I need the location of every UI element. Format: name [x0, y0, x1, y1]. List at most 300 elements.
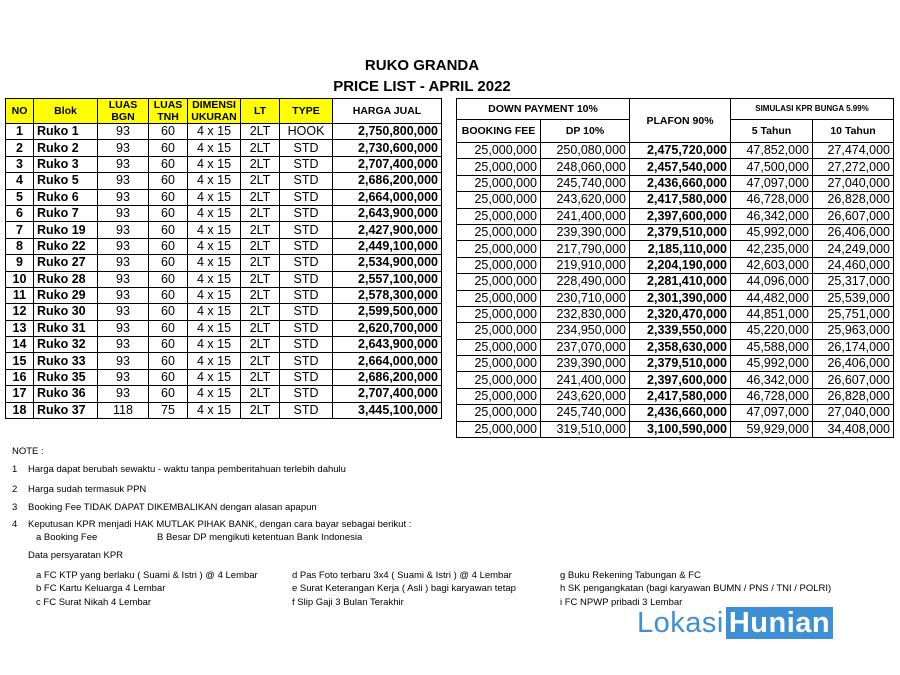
cell-t5: 47,097,000	[731, 405, 813, 421]
cell-dp: 232,830,000	[541, 306, 630, 322]
watermark-part2: Hunian	[726, 607, 833, 639]
note-number: 2	[12, 484, 18, 495]
note-item: Keputusan KPR menjadi HAK MUTLAK PIHAK BANK, dengan cara bayar sebagai berikut :	[28, 519, 412, 530]
cell-lt: 2LT	[241, 255, 280, 271]
cell-harga: 2,534,900,000	[333, 255, 442, 271]
note-number: 1	[12, 464, 18, 475]
cell-blok: Ruko 6	[34, 189, 98, 205]
cell-dp: 248,060,000	[541, 159, 630, 175]
cell-bf: 25,000,000	[457, 159, 541, 175]
cell-no: 15	[6, 353, 34, 369]
cell-no: 2	[6, 140, 34, 156]
cell-t10: 26,174,000	[813, 339, 894, 355]
table-row	[457, 208, 894, 224]
cell-tnh: 60	[149, 205, 188, 221]
cell-blok: Ruko 7	[34, 205, 98, 221]
cell-blok: Ruko 35	[34, 369, 98, 385]
cell-bgn: 118	[98, 402, 149, 418]
cell-t10: 34,408,000	[813, 421, 894, 437]
cell-bf: 25,000,000	[457, 372, 541, 388]
cell-bf: 25,000,000	[457, 405, 541, 421]
table-row	[457, 372, 894, 388]
cell-no: 16	[6, 369, 34, 385]
cell-harga: 2,427,900,000	[333, 222, 442, 238]
cell-t10: 26,828,000	[813, 388, 894, 404]
cell-harga: 2,730,600,000	[333, 140, 442, 156]
table-row	[457, 143, 894, 159]
table-row	[457, 388, 894, 404]
requirement-item: h SK pengangkatan (bagi karyawan BUMN / PNS / TNI / POLRI)	[560, 583, 832, 594]
cell-bgn: 93	[98, 369, 149, 385]
cell-plafon: 2,358,630,000	[630, 339, 731, 355]
cell-t5: 44,482,000	[731, 290, 813, 306]
cell-bgn: 93	[98, 173, 149, 189]
cell-harga: 2,643,900,000	[333, 337, 442, 353]
cell-t10: 27,272,000	[813, 159, 894, 175]
note-item: Harga dapat berubah sewaktu - waktu tanpa pemberitahuan terlebih dahulu	[28, 464, 346, 475]
watermark-part1: Lokasi	[637, 607, 724, 639]
cell-dim: 4 x 15	[188, 156, 241, 172]
cell-plafon: 2,301,390,000	[630, 290, 731, 306]
cell-tnh: 60	[149, 353, 188, 369]
cell-type: STD	[280, 337, 333, 353]
col-blok-header: Blok	[34, 99, 98, 124]
cell-dim: 4 x 15	[188, 369, 241, 385]
cell-bgn: 93	[98, 304, 149, 320]
table-row	[6, 304, 442, 320]
cell-blok: Ruko 33	[34, 353, 98, 369]
cell-type: STD	[280, 386, 333, 402]
cell-t10: 27,040,000	[813, 405, 894, 421]
cell-tnh: 60	[149, 369, 188, 385]
cell-no: 17	[6, 386, 34, 402]
table-row	[6, 173, 442, 189]
cell-type: STD	[280, 271, 333, 287]
cell-bf: 25,000,000	[457, 224, 541, 240]
cell-bgn: 93	[98, 255, 149, 271]
note-item: Harga sudah termasuk PPN	[28, 484, 147, 495]
cell-type: STD	[280, 238, 333, 254]
cell-bgn: 93	[98, 386, 149, 402]
cell-t5: 47,852,000	[731, 143, 813, 159]
dp-header: DP 10%	[541, 120, 630, 143]
cell-bgn: 93	[98, 140, 149, 156]
cell-harga: 2,449,100,000	[333, 238, 442, 254]
cell-plafon: 2,457,540,000	[630, 159, 731, 175]
cell-blok: Ruko 29	[34, 287, 98, 303]
cell-blok: Ruko 5	[34, 173, 98, 189]
cell-plafon: 2,204,190,000	[630, 257, 731, 273]
cell-dp: 217,790,000	[541, 241, 630, 257]
table-row	[457, 356, 894, 372]
table-row	[457, 405, 894, 421]
cell-no: 6	[6, 205, 34, 221]
cell-dp: 239,390,000	[541, 224, 630, 240]
cell-bf: 25,000,000	[457, 339, 541, 355]
cell-t5: 45,992,000	[731, 356, 813, 372]
cell-dp: 241,400,000	[541, 208, 630, 224]
cell-t10: 24,249,000	[813, 241, 894, 257]
cell-no: 12	[6, 304, 34, 320]
cell-blok: Ruko 30	[34, 304, 98, 320]
cell-t10: 25,963,000	[813, 323, 894, 339]
col-luas-tnh-header: LUAS TNH	[149, 99, 188, 124]
note-number: 3	[12, 502, 18, 513]
cell-dp: 234,950,000	[541, 323, 630, 339]
note-item: Booking Fee TIDAK DAPAT DIKEMBALIKAN dengan alasan apapun	[28, 502, 317, 513]
col-dimensi-header: DIMENSI UKURAN	[188, 99, 241, 124]
col-luas-bgn-header: LUAS BGN	[98, 99, 149, 124]
cell-type: STD	[280, 304, 333, 320]
cell-t5: 59,929,000	[731, 421, 813, 437]
cell-dim: 4 x 15	[188, 271, 241, 287]
cell-lt: 2LT	[241, 402, 280, 418]
cell-bf: 25,000,000	[457, 175, 541, 191]
cell-t5: 44,851,000	[731, 306, 813, 322]
document-subtitle: PRICE LIST - APRIL 2022	[333, 78, 511, 95]
cell-type: STD	[280, 140, 333, 156]
cell-dim: 4 x 15	[188, 238, 241, 254]
cell-type: STD	[280, 222, 333, 238]
cell-dim: 4 x 15	[188, 189, 241, 205]
cell-tnh: 60	[149, 320, 188, 336]
cell-no: 4	[6, 173, 34, 189]
requirement-item: a FC KTP yang berlaku ( Suami & Istri ) @ 4 Lembar	[36, 570, 258, 581]
payment-b: B Besar DP mengikuti ketentuan Bank Indonesia	[157, 532, 363, 543]
cell-tnh: 60	[149, 189, 188, 205]
price-table	[5, 98, 442, 419]
cell-dim: 4 x 15	[188, 205, 241, 221]
cell-dim: 4 x 15	[188, 402, 241, 418]
cell-harga: 2,578,300,000	[333, 287, 442, 303]
cell-bf: 25,000,000	[457, 241, 541, 257]
cell-tnh: 60	[149, 271, 188, 287]
cell-type: STD	[280, 320, 333, 336]
table-row	[6, 402, 442, 418]
cell-plafon: 2,397,600,000	[630, 372, 731, 388]
cell-dim: 4 x 15	[188, 222, 241, 238]
cell-t5: 46,728,000	[731, 192, 813, 208]
document-title: RUKO GRANDA	[364, 57, 480, 74]
cell-dim: 4 x 15	[188, 173, 241, 189]
cell-no: 11	[6, 287, 34, 303]
cell-t5: 46,342,000	[731, 208, 813, 224]
tahun10-header: 10 Tahun	[813, 120, 894, 143]
table-row	[6, 337, 442, 353]
cell-lt: 2LT	[241, 156, 280, 172]
cell-harga: 2,557,100,000	[333, 271, 442, 287]
cell-bgn: 93	[98, 353, 149, 369]
requirement-item: b FC Kartu Keluarga 4 Lembar	[36, 583, 166, 594]
cell-lt: 2LT	[241, 238, 280, 254]
cell-plafon: 2,417,580,000	[630, 388, 731, 404]
cell-type: STD	[280, 156, 333, 172]
cell-type: STD	[280, 353, 333, 369]
cell-t10: 26,406,000	[813, 356, 894, 372]
cell-t10: 25,539,000	[813, 290, 894, 306]
cell-blok: Ruko 31	[34, 320, 98, 336]
cell-no: 5	[6, 189, 34, 205]
cell-dp: 245,740,000	[541, 405, 630, 421]
cell-plafon: 2,436,660,000	[630, 175, 731, 191]
cell-lt: 2LT	[241, 369, 280, 385]
note-number: 4	[12, 519, 18, 530]
table-row	[6, 353, 442, 369]
cell-t5: 47,097,000	[731, 175, 813, 191]
cell-bgn: 93	[98, 124, 149, 140]
cell-bgn: 93	[98, 287, 149, 303]
requirement-item: e Surat Keterangan Kerja ( Asli ) bagi karyawan tetap	[292, 583, 516, 594]
cell-t10: 25,317,000	[813, 274, 894, 290]
cell-plafon: 2,185,110,000	[630, 241, 731, 257]
cell-type: STD	[280, 369, 333, 385]
cell-dim: 4 x 15	[188, 353, 241, 369]
cell-dim: 4 x 15	[188, 287, 241, 303]
cell-t5: 45,220,000	[731, 323, 813, 339]
cell-lt: 2LT	[241, 173, 280, 189]
cell-bf: 25,000,000	[457, 274, 541, 290]
table-row	[6, 238, 442, 254]
cell-tnh: 60	[149, 386, 188, 402]
table-row	[457, 175, 894, 191]
cell-t10: 26,607,000	[813, 208, 894, 224]
booking-fee-header: BOOKING FEE	[457, 120, 541, 143]
cell-lt: 2LT	[241, 320, 280, 336]
cell-dp: 245,740,000	[541, 175, 630, 191]
cell-bgn: 93	[98, 238, 149, 254]
table-row	[457, 192, 894, 208]
cell-type: STD	[280, 287, 333, 303]
cell-plafon: 3,100,590,000	[630, 421, 731, 437]
cell-tnh: 60	[149, 337, 188, 353]
table-row	[457, 339, 894, 355]
cell-dp: 239,390,000	[541, 356, 630, 372]
cell-blok: Ruko 28	[34, 271, 98, 287]
cell-lt: 2LT	[241, 189, 280, 205]
cell-lt: 2LT	[241, 353, 280, 369]
cell-type: STD	[280, 205, 333, 221]
cell-lt: 2LT	[241, 140, 280, 156]
cell-dim: 4 x 15	[188, 320, 241, 336]
cell-t10: 27,040,000	[813, 175, 894, 191]
cell-bf: 25,000,000	[457, 208, 541, 224]
cell-bgn: 93	[98, 189, 149, 205]
cell-dim: 4 x 15	[188, 337, 241, 353]
cell-no: 1	[6, 124, 34, 140]
cell-blok: Ruko 1	[34, 124, 98, 140]
table-row	[6, 124, 442, 140]
cell-harga: 2,707,400,000	[333, 156, 442, 172]
cell-plafon: 2,379,510,000	[630, 356, 731, 372]
cell-type: HOOK	[280, 124, 333, 140]
cell-blok: Ruko 22	[34, 238, 98, 254]
cell-tnh: 60	[149, 140, 188, 156]
cell-tnh: 60	[149, 222, 188, 238]
cell-no: 18	[6, 402, 34, 418]
table-row	[6, 255, 442, 271]
tahun5-header: 5 Tahun	[731, 120, 813, 143]
cell-no: 9	[6, 255, 34, 271]
table-row	[6, 156, 442, 172]
cell-tnh: 60	[149, 156, 188, 172]
requirement-item: g Buku Rekening Tabungan & FC	[560, 570, 701, 581]
table-row	[457, 323, 894, 339]
cell-lt: 2LT	[241, 287, 280, 303]
cell-harga: 2,686,200,000	[333, 173, 442, 189]
cell-harga: 2,750,800,000	[333, 124, 442, 140]
cell-dp: 241,400,000	[541, 372, 630, 388]
cell-harga: 3,445,100,000	[333, 402, 442, 418]
cell-harga: 2,664,000,000	[333, 353, 442, 369]
cell-tnh: 60	[149, 287, 188, 303]
cell-harga: 2,599,500,000	[333, 304, 442, 320]
payment-a: a Booking Fee	[36, 532, 98, 543]
table-row	[6, 287, 442, 303]
table-row	[6, 369, 442, 385]
cell-t5: 42,235,000	[731, 241, 813, 257]
cell-harga: 2,620,700,000	[333, 320, 442, 336]
table-row	[6, 222, 442, 238]
cell-lt: 2LT	[241, 205, 280, 221]
cell-dp: 228,490,000	[541, 274, 630, 290]
cell-dim: 4 x 15	[188, 140, 241, 156]
cell-dp: 243,620,000	[541, 192, 630, 208]
cell-tnh: 60	[149, 304, 188, 320]
cell-t10: 26,406,000	[813, 224, 894, 240]
cell-tnh: 75	[149, 402, 188, 418]
cell-blok: Ruko 3	[34, 156, 98, 172]
cell-blok: Ruko 37	[34, 402, 98, 418]
table-row	[457, 290, 894, 306]
cell-bf: 25,000,000	[457, 388, 541, 404]
cell-type: STD	[280, 189, 333, 205]
cell-lt: 2LT	[241, 222, 280, 238]
cell-dp: 319,510,000	[541, 421, 630, 437]
cell-no: 10	[6, 271, 34, 287]
cell-bf: 25,000,000	[457, 290, 541, 306]
plafon-header: PLAFON 90%	[630, 99, 731, 143]
requirements-heading: Data persyaratan KPR	[28, 550, 124, 561]
cell-blok: Ruko 32	[34, 337, 98, 353]
cell-bgn: 93	[98, 320, 149, 336]
table-row	[457, 159, 894, 175]
table-row	[457, 257, 894, 273]
cell-t10: 27,474,000	[813, 143, 894, 159]
cell-bgn: 93	[98, 222, 149, 238]
cell-harga: 2,664,000,000	[333, 189, 442, 205]
table-row	[6, 320, 442, 336]
cell-type: STD	[280, 402, 333, 418]
col-type-header: TYPE	[280, 99, 333, 124]
cell-t5: 46,342,000	[731, 372, 813, 388]
cell-tnh: 60	[149, 238, 188, 254]
cell-blok: Ruko 19	[34, 222, 98, 238]
cell-plafon: 2,475,720,000	[630, 143, 731, 159]
requirement-item: c FC Surat Nikah 4 Lembar	[36, 597, 152, 608]
cell-no: 13	[6, 320, 34, 336]
cell-t10: 26,828,000	[813, 192, 894, 208]
cell-bf: 25,000,000	[457, 143, 541, 159]
cell-plafon: 2,436,660,000	[630, 405, 731, 421]
cell-plafon: 2,320,470,000	[630, 306, 731, 322]
cell-lt: 2LT	[241, 271, 280, 287]
watermark-logo	[637, 607, 833, 640]
cell-bf: 25,000,000	[457, 323, 541, 339]
cell-dim: 4 x 15	[188, 386, 241, 402]
cell-t5: 46,728,000	[731, 388, 813, 404]
cell-dp: 230,710,000	[541, 290, 630, 306]
cell-dp: 243,620,000	[541, 388, 630, 404]
cell-bf: 25,000,000	[457, 421, 541, 437]
cell-blok: Ruko 27	[34, 255, 98, 271]
cell-plafon: 2,397,600,000	[630, 208, 731, 224]
cell-bgn: 93	[98, 156, 149, 172]
notes-heading: NOTE :	[12, 446, 44, 457]
simulasi-header: SIMULASI KPR BUNGA 5.99%	[731, 99, 894, 120]
cell-bgn: 93	[98, 337, 149, 353]
cell-tnh: 60	[149, 173, 188, 189]
cell-harga: 2,686,200,000	[333, 369, 442, 385]
cell-bf: 25,000,000	[457, 306, 541, 322]
cell-t5: 45,992,000	[731, 224, 813, 240]
cell-harga: 2,643,900,000	[333, 205, 442, 221]
cell-harga: 2,707,400,000	[333, 386, 442, 402]
cell-bf: 25,000,000	[457, 192, 541, 208]
cell-t5: 47,500,000	[731, 159, 813, 175]
cell-no: 3	[6, 156, 34, 172]
cell-dim: 4 x 15	[188, 124, 241, 140]
cell-dim: 4 x 15	[188, 255, 241, 271]
cell-t10: 26,607,000	[813, 372, 894, 388]
cell-dp: 250,080,000	[541, 143, 630, 159]
table-row	[6, 189, 442, 205]
cell-type: STD	[280, 173, 333, 189]
cell-t10: 25,751,000	[813, 306, 894, 322]
cell-type: STD	[280, 255, 333, 271]
cell-no: 8	[6, 238, 34, 254]
cell-bgn: 93	[98, 271, 149, 287]
table-row	[6, 271, 442, 287]
cell-plafon: 2,281,410,000	[630, 274, 731, 290]
cell-no: 7	[6, 222, 34, 238]
table-row	[457, 421, 894, 437]
cell-lt: 2LT	[241, 386, 280, 402]
cell-bf: 25,000,000	[457, 356, 541, 372]
col-no-header: NO	[6, 99, 34, 124]
requirement-item: i FC NPWP pribadi 3 Lembar	[560, 597, 683, 608]
table-row	[6, 140, 442, 156]
table-row	[457, 224, 894, 240]
down-payment-header: DOWN PAYMENT 10%	[457, 99, 630, 120]
cell-bf: 25,000,000	[457, 257, 541, 273]
cell-plafon: 2,379,510,000	[630, 224, 731, 240]
cell-t5: 45,588,000	[731, 339, 813, 355]
cell-plafon: 2,339,550,000	[630, 323, 731, 339]
col-harga-header: HARGA JUAL	[333, 99, 442, 124]
cell-dp: 219,910,000	[541, 257, 630, 273]
cell-blok: Ruko 2	[34, 140, 98, 156]
payment-table	[456, 98, 894, 438]
cell-t5: 44,096,000	[731, 274, 813, 290]
cell-t10: 24,460,000	[813, 257, 894, 273]
cell-blok: Ruko 36	[34, 386, 98, 402]
cell-dim: 4 x 15	[188, 304, 241, 320]
table-row	[457, 241, 894, 257]
cell-lt: 2LT	[241, 337, 280, 353]
table-row	[457, 306, 894, 322]
requirement-item: d Pas Foto terbaru 3x4 ( Suami & Istri ) @ 4 Lembar	[292, 570, 512, 581]
cell-lt: 2LT	[241, 304, 280, 320]
